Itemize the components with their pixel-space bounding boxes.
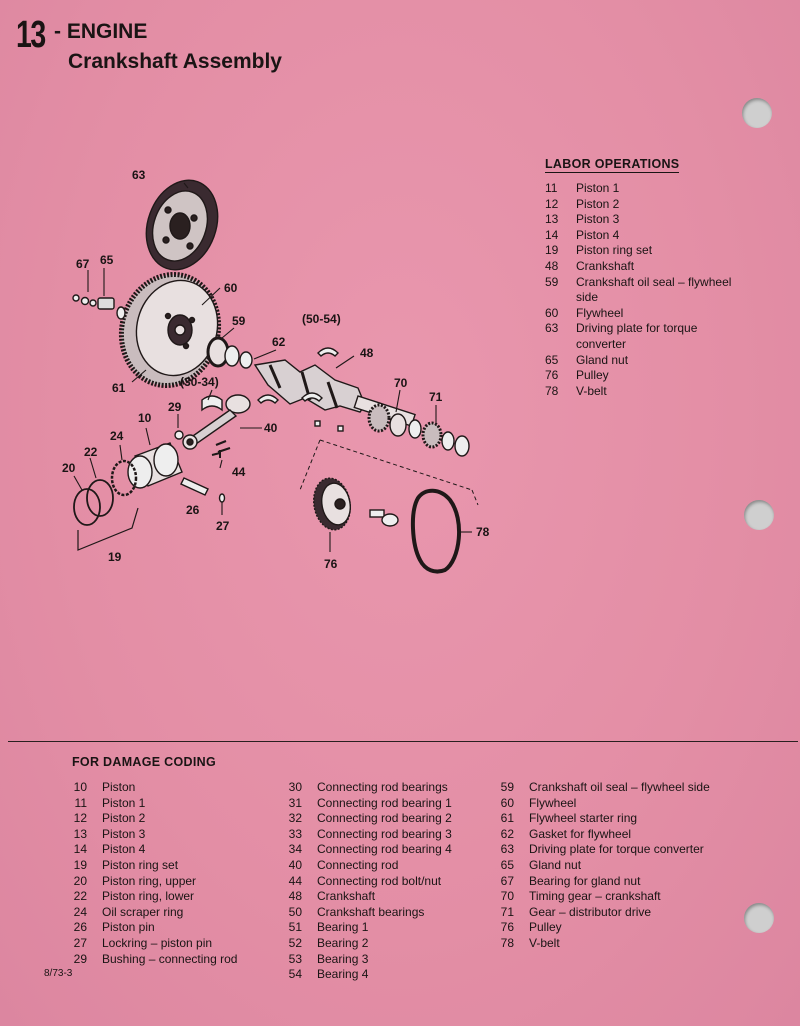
item-text: V-belt	[529, 935, 560, 950]
list-item	[271, 889, 452, 905]
list-item	[271, 874, 452, 890]
diagram-label: 40	[264, 421, 278, 435]
item-text: V-belt	[576, 383, 607, 398]
driving-plate-drawing	[134, 170, 229, 280]
item-number: 65	[545, 352, 559, 367]
item-text: Pulley	[529, 920, 562, 935]
section-title: - ENGINE	[54, 20, 148, 43]
diagram-label: 44	[232, 465, 246, 479]
item-text: Piston ring set	[102, 857, 179, 872]
item-number: 70	[500, 889, 514, 904]
damage-coding-column	[483, 780, 710, 952]
list-item	[483, 858, 710, 874]
diagram-label: 76	[324, 557, 338, 571]
list-item	[56, 952, 237, 968]
item-text: Connecting rod bearings	[317, 780, 448, 794]
item-number: 78	[500, 935, 514, 950]
item-text: Crankshaft	[576, 258, 635, 273]
item-text: Piston ring, lower	[102, 889, 195, 904]
diagram-label: 22	[84, 445, 98, 459]
item-text: Gland nut	[576, 352, 629, 367]
item-number: 59	[545, 274, 559, 289]
item-text: Bearing for gland nut	[529, 873, 641, 888]
item-number: 26	[73, 920, 87, 935]
diagram-label: 20	[62, 461, 76, 475]
list-item	[271, 858, 452, 874]
diagram-label: (30-34)	[180, 375, 219, 389]
item-number: 12	[73, 811, 87, 826]
item-number: 12	[545, 196, 559, 211]
item-number: 33	[288, 826, 302, 841]
pulley-drawing	[310, 475, 398, 532]
exploded-parts-diagram	[40, 160, 510, 590]
diagram-label: 71	[429, 390, 443, 404]
list-item	[56, 936, 237, 952]
list-item	[545, 243, 745, 259]
item-text: Connecting rod bearing 1	[317, 795, 452, 810]
item-number: 53	[288, 951, 302, 966]
list-item	[483, 920, 710, 936]
diagram-label: 29	[168, 400, 182, 414]
binder-hole	[742, 98, 772, 128]
list-item	[545, 275, 745, 306]
item-text: Lockring – piston pin	[102, 935, 213, 950]
item-number: 32	[288, 811, 302, 826]
list-item	[56, 905, 237, 921]
list-item	[56, 796, 237, 812]
list-item	[545, 353, 745, 369]
binder-hole	[744, 903, 774, 933]
labor-operations-title: LABOR OPERATIONS	[545, 157, 680, 171]
item-number: 30	[288, 780, 302, 794]
list-item	[271, 780, 452, 796]
diagram-label: 60	[224, 281, 238, 295]
item-number: 44	[288, 873, 302, 888]
item-number: 59	[500, 780, 514, 794]
diagram-label: 62	[272, 335, 286, 349]
item-number: 10	[73, 780, 87, 794]
item-number: 65	[500, 857, 514, 872]
diagram-label: 63	[132, 168, 146, 182]
item-text: Flywheel starter ring	[529, 811, 638, 826]
list-item	[483, 796, 710, 812]
item-text: Gear – distributor drive	[529, 904, 652, 919]
item-text: Piston 4	[102, 842, 146, 857]
diagram-label: 10	[138, 411, 152, 425]
list-item	[545, 259, 745, 275]
list-item	[483, 936, 710, 952]
item-number: 29	[73, 951, 87, 966]
item-number: 61	[500, 811, 514, 826]
item-number: 22	[73, 889, 87, 904]
item-number: 48	[288, 889, 302, 904]
item-number: 31	[288, 795, 302, 810]
item-text: Oil scraper ring	[102, 904, 184, 919]
diagram-label: 26	[186, 503, 200, 517]
gland-nut-drawing	[73, 295, 125, 319]
list-item	[483, 874, 710, 890]
binder-hole	[744, 500, 774, 530]
diagram-label: 24	[110, 429, 124, 443]
damage-coding-column	[271, 780, 452, 983]
item-number: 51	[288, 920, 302, 935]
item-number: 78	[545, 383, 559, 398]
item-text: Driving plate for torque converter	[576, 321, 698, 351]
item-text: Connecting rod bearing 2	[317, 811, 452, 826]
item-number: 60	[545, 305, 559, 320]
diagram-label: 19	[108, 550, 122, 564]
list-item	[56, 827, 237, 843]
item-text: Connecting rod	[317, 857, 399, 872]
item-number: 60	[500, 795, 514, 810]
list-item	[271, 796, 452, 812]
item-number: 76	[545, 368, 559, 383]
list-item	[271, 811, 452, 827]
list-item	[545, 212, 745, 228]
diagram-label: 67	[76, 257, 90, 271]
diagram-label: (50-54)	[302, 312, 341, 326]
page-code: 8/73-3	[44, 968, 73, 979]
item-number: 24	[73, 904, 87, 919]
item-number: 19	[73, 857, 87, 872]
list-item	[483, 889, 710, 905]
list-item	[56, 858, 237, 874]
item-text: Piston pin	[102, 920, 155, 935]
damage-coding-title: FOR DAMAGE CODING	[72, 755, 216, 769]
item-number: 14	[73, 842, 87, 857]
item-text: Bearing 2	[317, 935, 369, 950]
list-item	[545, 321, 745, 352]
list-item	[545, 181, 745, 197]
list-item	[545, 197, 745, 213]
list-item	[271, 967, 452, 983]
item-text: Connecting rod bearing 4	[317, 842, 452, 857]
list-item	[56, 811, 237, 827]
item-text: Piston ring, upper	[102, 873, 197, 888]
list-item	[271, 952, 452, 968]
diagram-label: 70	[394, 376, 408, 390]
item-number: 20	[73, 873, 87, 888]
item-number: 71	[500, 904, 514, 919]
list-item	[271, 920, 452, 936]
item-text: Crankshaft bearings	[317, 904, 425, 919]
item-text: Gasket for flywheel	[529, 826, 632, 841]
item-text: Flywheel	[576, 305, 624, 320]
item-text: Piston 1	[102, 795, 146, 810]
list-item	[545, 368, 745, 384]
item-text: Bushing – connecting rod	[102, 951, 238, 966]
piston-drawing	[128, 443, 182, 488]
item-number: 40	[288, 857, 302, 872]
item-number: 63	[500, 842, 514, 857]
item-text: Crankshaft oil seal – flywheel side	[576, 274, 732, 305]
section-number: 13	[16, 14, 45, 56]
list-item	[483, 780, 710, 796]
diagram-label: 78	[476, 525, 490, 539]
item-text: Bearing 4	[317, 967, 369, 982]
list-item	[483, 905, 710, 921]
item-number: 13	[545, 212, 559, 227]
crankshaft-drawing	[255, 360, 415, 426]
v-belt-drawing	[413, 491, 459, 572]
item-number: 11	[545, 181, 558, 195]
list-item	[56, 889, 237, 905]
list-item	[483, 842, 710, 858]
item-text: Piston 4	[576, 227, 620, 242]
item-text: Crankshaft oil seal – flywheel side	[529, 780, 710, 794]
list-item	[56, 842, 237, 858]
item-number: 62	[500, 826, 514, 841]
item-text: Gland nut	[529, 857, 582, 872]
item-text: Piston ring set	[576, 243, 653, 258]
item-text: Piston 1	[576, 181, 620, 195]
list-item	[271, 827, 452, 843]
item-text: Timing gear – crankshaft	[529, 889, 661, 904]
item-number: 11	[74, 795, 87, 810]
item-text: Driving plate for torque converter	[529, 842, 704, 857]
item-number: 48	[545, 258, 559, 273]
item-text: Piston 2	[576, 196, 620, 211]
item-number: 34	[288, 842, 302, 857]
item-text: Piston 2	[102, 811, 146, 826]
list-item	[271, 842, 452, 858]
list-item	[545, 384, 745, 400]
item-number: 19	[545, 243, 559, 258]
diagram-label: 65	[100, 253, 114, 267]
item-text: Connecting rod bearing 3	[317, 826, 452, 841]
diagram-label: 48	[360, 346, 374, 360]
list-item	[271, 936, 452, 952]
section-divider	[8, 741, 798, 742]
list-item	[483, 827, 710, 843]
page-subtitle: Crankshaft Assembly	[68, 50, 282, 73]
list-item	[545, 306, 745, 322]
item-number: 27	[73, 935, 87, 950]
item-text: Bearing 3	[317, 951, 369, 966]
diagram-label: 27	[216, 519, 230, 533]
item-number: 14	[545, 227, 559, 242]
list-item	[271, 905, 452, 921]
damage-coding-column	[56, 780, 237, 967]
item-text: Piston 3	[576, 212, 620, 227]
item-number: 67	[500, 873, 514, 888]
labor-operations-list	[545, 181, 745, 399]
item-number: 52	[288, 935, 302, 950]
item-text: Connecting rod bolt/nut	[317, 873, 442, 888]
list-item	[56, 780, 237, 796]
diagram-label: 61	[112, 381, 126, 395]
item-number: 50	[288, 904, 302, 919]
item-text: Piston	[102, 780, 136, 794]
item-number: 63	[545, 321, 559, 336]
item-text: Crankshaft	[317, 889, 376, 904]
item-number: 54	[288, 967, 302, 982]
diagram-label: 59	[232, 314, 246, 328]
list-item	[483, 811, 710, 827]
item-text: Bearing 1	[317, 920, 369, 935]
item-text: Piston 3	[102, 826, 146, 841]
item-number: 13	[73, 826, 87, 841]
item-number: 76	[500, 920, 514, 935]
item-text: Flywheel	[529, 795, 577, 810]
list-item	[56, 874, 237, 890]
item-text: Pulley	[576, 368, 609, 383]
list-item	[56, 920, 237, 936]
list-item	[545, 228, 745, 244]
